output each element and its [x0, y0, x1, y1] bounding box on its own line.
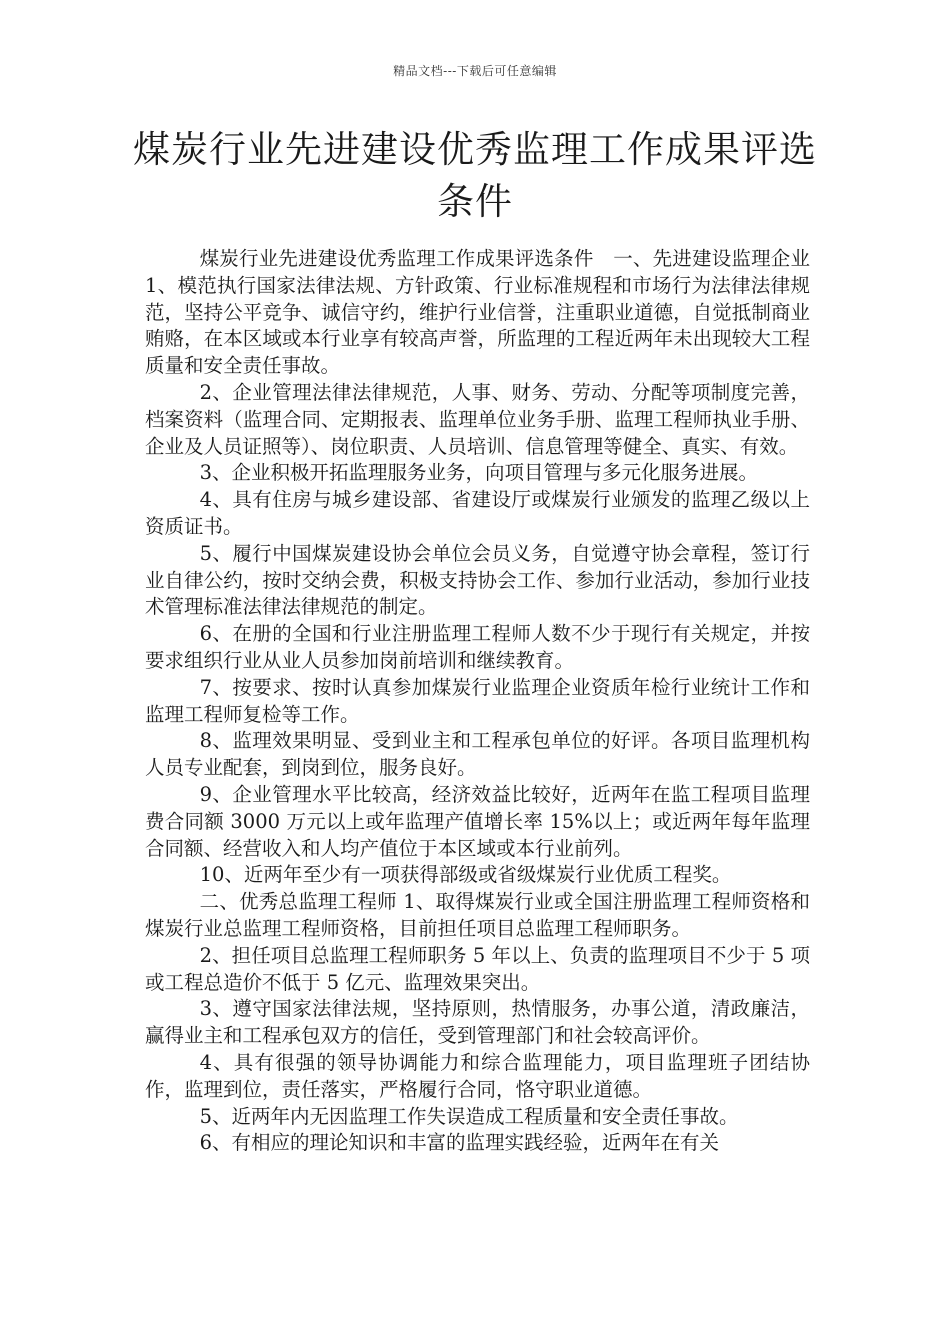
- paragraph: 煤炭行业先进建设优秀监理工作成果评选条件 一、先进建设监理企业 1、模范执行国家法律法规、方针政策、行业标准规程和市场行为法律法律规范，坚持公平竞争、诚信守约，维护行业信誉，注重职业道德，自觉抵制商业贿赂，在本区域或本行业享有较高声誉，所监理的工程近两年未出现较大工程质量和安全责任事故。: [145, 247, 810, 378]
- paragraph: 6、有相应的理论知识和丰富的监理实践经验，近两年在有关: [199, 1131, 720, 1155]
- paragraph: 9、企业管理水平比较高，经济效益比较好，近两年在监工程项目监理费合同额 3000 万元以上或年监理产值增长率 15%以上；或近两年每年监理合同额、经营收入和人均产值位于本区域或本行业前列。: [145, 782, 810, 860]
- paragraph: 4、具有住房与城乡建设部、省建设厅或煤炭行业颁发的监理乙级以上资质证书。: [145, 488, 810, 538]
- paragraph: 6、在册的全国和行业注册监理工程师人数不少于现行有关规定，并按要求组织行业从业人员参加岗前培训和继续教育。: [145, 622, 810, 672]
- paragraph: 5、近两年内无因监理工作失误造成工程质量和安全责任事故。: [199, 1104, 739, 1128]
- paragraph: 3、企业积极开拓监理服务业务，向项目管理与多元化服务进展。: [199, 461, 759, 485]
- paragraph: 二、优秀总监理工程师 1、取得煤炭行业或全国注册监理工程师资格和煤炭行业总监理工程师资格，目前担任项目总监理工程师职务。: [145, 890, 810, 940]
- paragraph: 8、监理效果明显、受到业主和工程承包单位的好评。各项目监理机构人员专业配套，到岗到位，服务良好。: [145, 729, 810, 780]
- header-note: 精品文档---下载后可任意编辑: [393, 64, 557, 78]
- paragraph: 4、具有很强的领导协调能力和综合监理能力，项目监理班子团结协作，监理到位，责任落实，严格履行合同，恪守职业道德。: [145, 1050, 810, 1101]
- paragraph: 2、企业管理法律法律规范，人事、财务、劳动、分配等项制度完善，档案资料（监理合同、定期报表、监理单位业务手册、监理工程师执业手册、企业及人员证照等）、岗位职责、人员培训、信息管理等健全、真实、有效。: [145, 380, 810, 458]
- paragraph: 7、按要求、按时认真参加煤炭行业监理企业资质年检行业统计工作和监理工程师复检等工作。: [145, 675, 810, 726]
- paragraph: 10、近两年至少有一项获得部级或省级煤炭行业优质工程奖。: [199, 863, 732, 887]
- document-title: 煤炭行业先进建设优秀监理工作成果评选条件: [133, 128, 817, 223]
- paragraph: 2、担任项目总监理工程师职务 5 年以上、负责的监理项目不少于 5 项或工程总造价不低于 5 亿元、监理效果突出。: [145, 943, 810, 994]
- document-body: [145, 246, 810, 1157]
- paragraph: 3、遵守国家法律法规，坚持原则，热情服务，办事公道，清政廉洁，赢得业主和工程承包双方的信任，受到管理部门和社会较高评价。: [145, 997, 810, 1048]
- paragraph: 5、履行中国煤炭建设协会单位会员义务，自觉遵守协会章程，签订行业自律公约，按时交纳会费，积极支持协会工作、参加行业活动，参加行业技术管理标准法律法律规范的制定。: [145, 541, 810, 619]
